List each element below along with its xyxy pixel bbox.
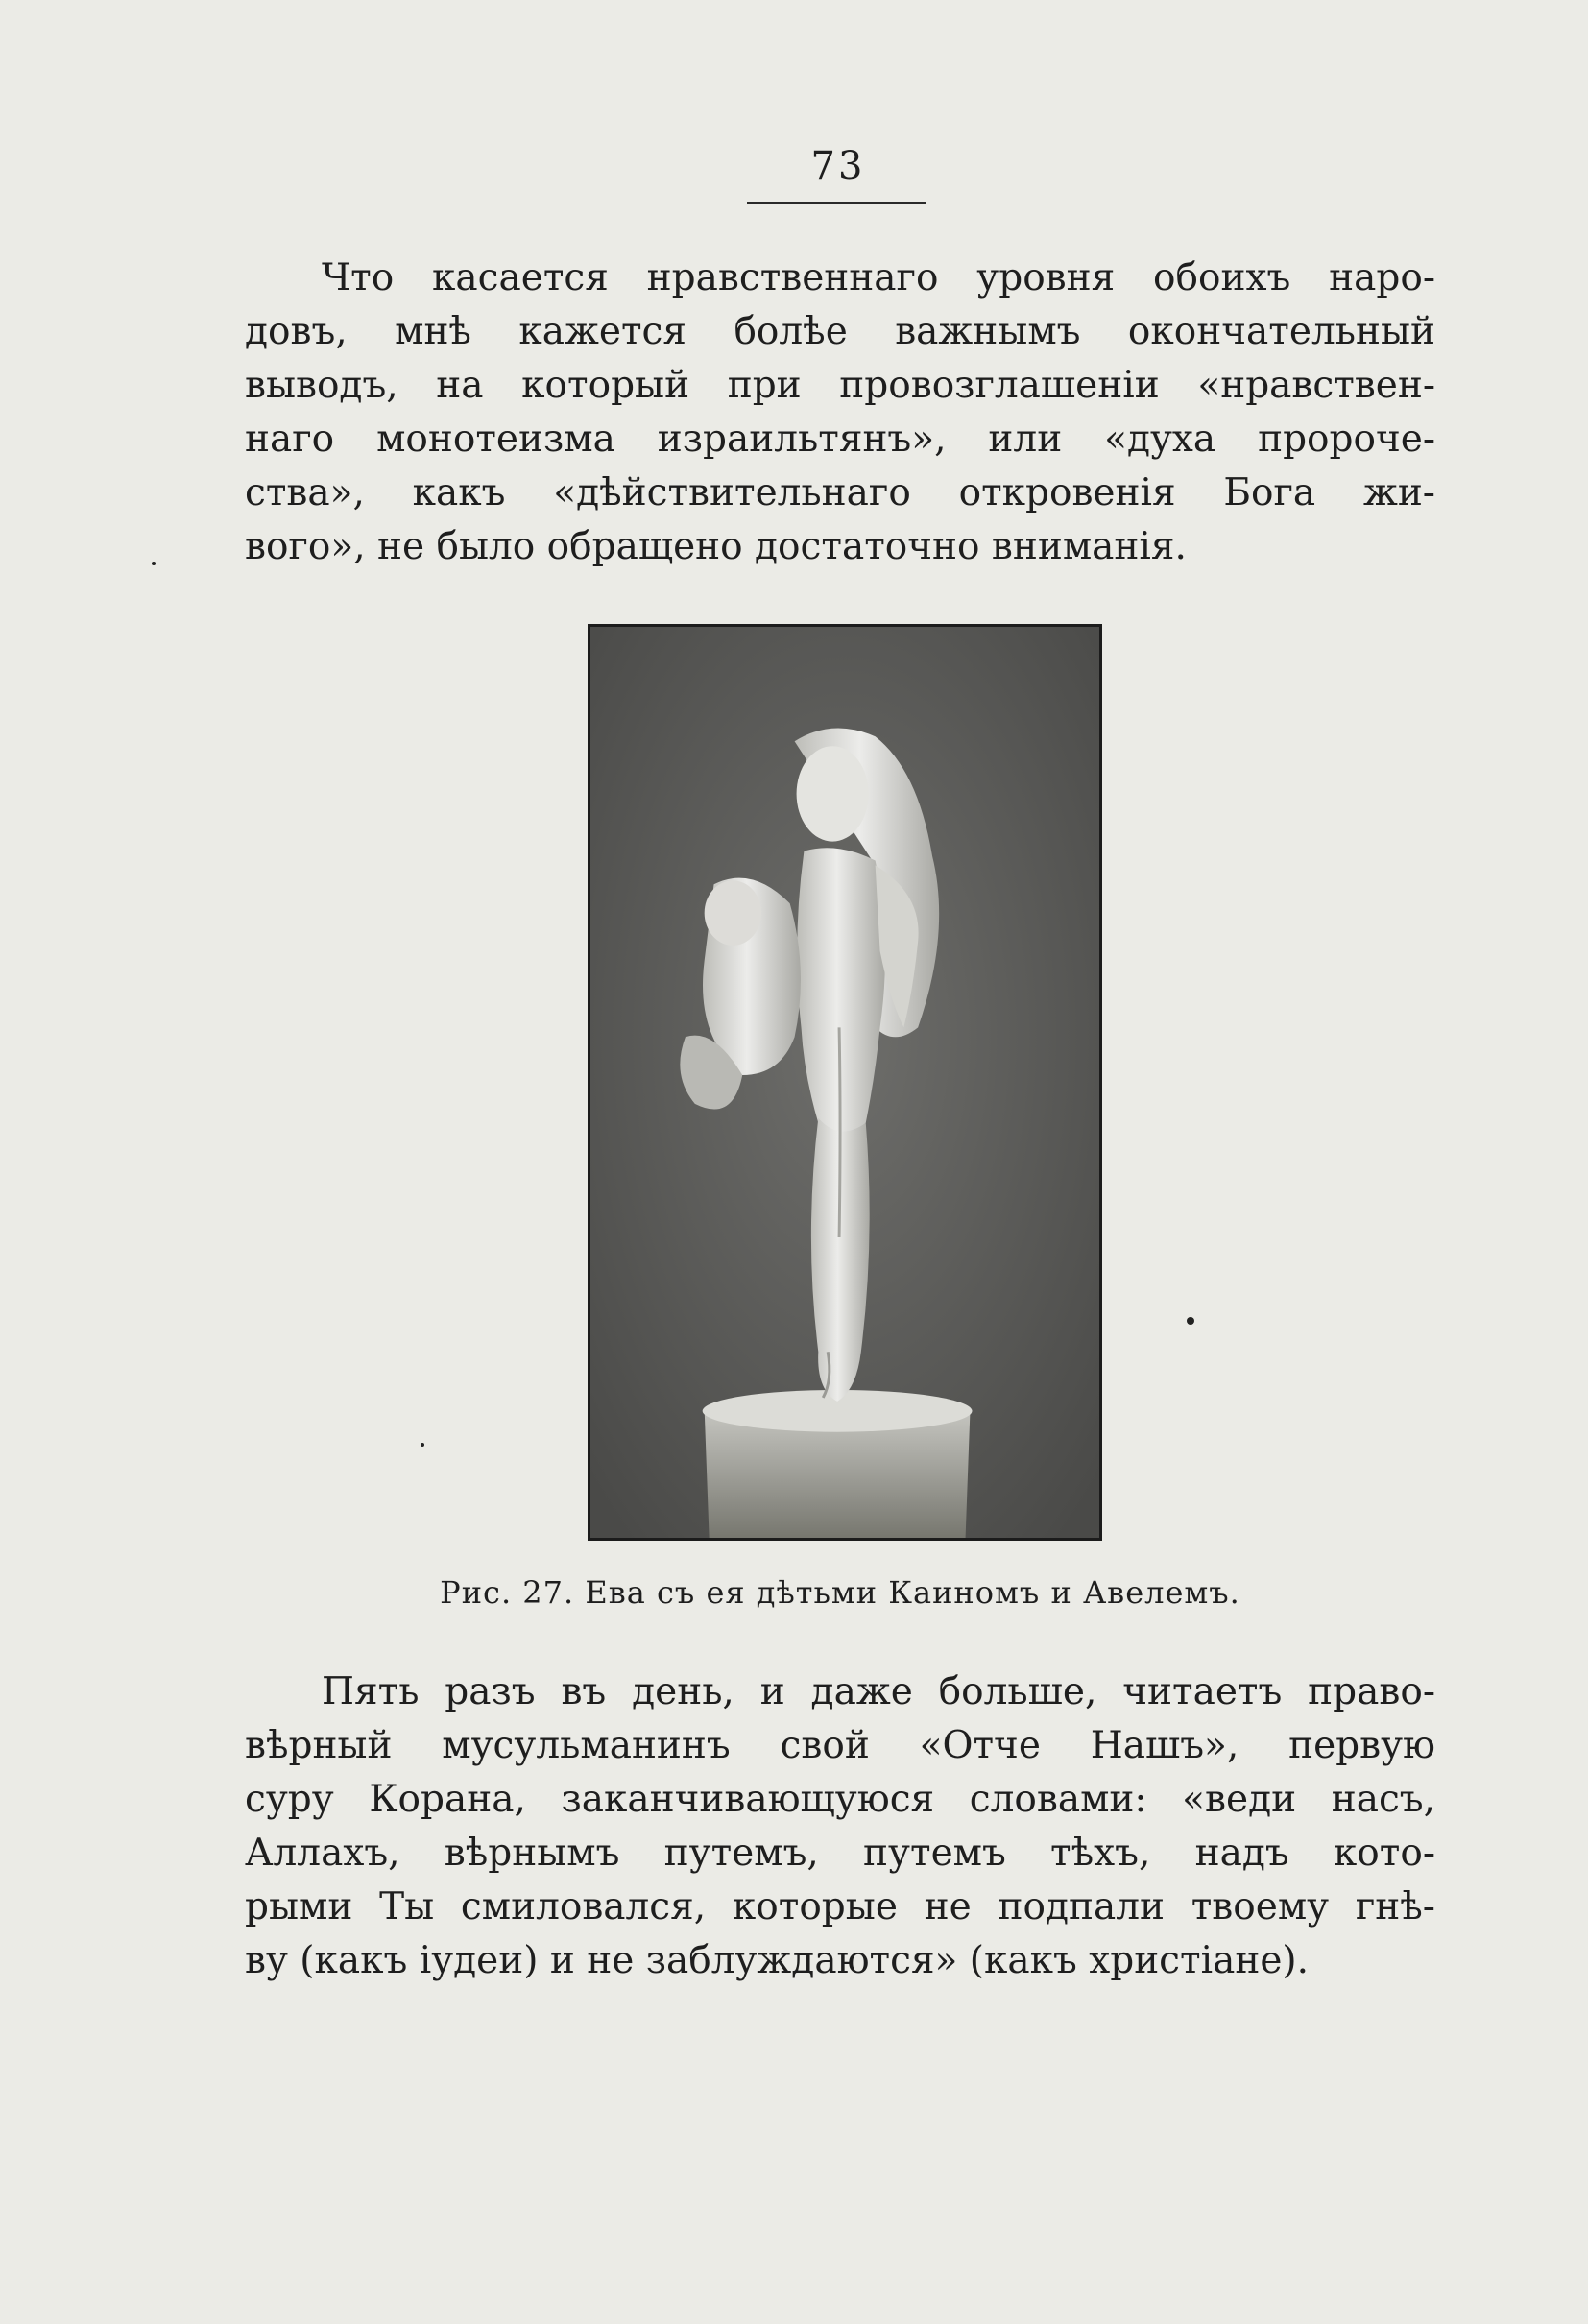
paragraph-2 bbox=[245, 1665, 1435, 1988]
paragraph-line: ву (какъ іудеи) и не заблуждаются» (какъ христіане). bbox=[245, 1939, 1310, 1982]
print-speck bbox=[421, 1443, 424, 1447]
statue-photo-drawing bbox=[590, 627, 1099, 1538]
print-speck bbox=[1187, 1317, 1194, 1325]
statue-photograph bbox=[588, 624, 1102, 1541]
page-number: 73 bbox=[810, 144, 866, 188]
paragraph-line: Что касается нравственнаго уровня обоихъ наро- bbox=[322, 256, 1435, 299]
paragraph-line: Аллахъ, вѣрнымъ путемъ, путемъ тѣхъ, надъ кото- bbox=[245, 1832, 1435, 1875]
paragraph-line: выводъ, на который при провозглашеніи «нравствен- bbox=[245, 364, 1435, 407]
page-number-rule bbox=[747, 202, 926, 204]
paragraph-line: вѣрный мусульманинъ свой «Отче Нашъ», первую bbox=[245, 1724, 1435, 1767]
paragraph-line: ства», какъ «дѣйствительнаго откровенія Бога жи- bbox=[245, 471, 1435, 515]
paragraph-line: вого», не было обращено достаточно вниманія. bbox=[245, 525, 1187, 568]
paragraph-line: рыми Ты смиловался, которые не подпали твоему гнѣ- bbox=[245, 1885, 1435, 1929]
print-speck bbox=[152, 562, 156, 565]
paragraph-line: довъ, мнѣ кажется болѣе важнымъ окончательный bbox=[245, 310, 1435, 353]
paragraph-line: суру Корана, заканчивающуюся словами: «веди насъ, bbox=[245, 1778, 1435, 1821]
paragraph-line: Пять разъ въ день, и даже больше, читаетъ право- bbox=[322, 1670, 1435, 1713]
paragraph-line: наго монотеизма израильтянъ», или «духа пророче- bbox=[245, 418, 1435, 461]
paragraph-1 bbox=[245, 252, 1435, 574]
figure-caption: Рис. 27. Ева съ ея дѣтьми Каиномъ и Авелемъ. bbox=[440, 1574, 1240, 1611]
